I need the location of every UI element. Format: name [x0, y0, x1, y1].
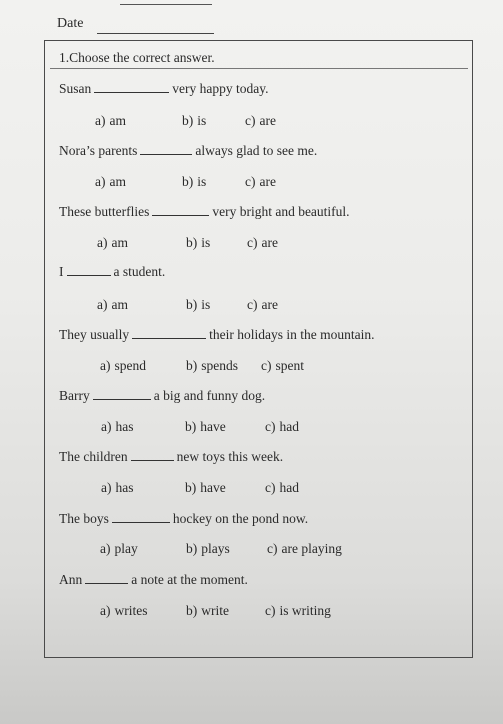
- option-a[interactable]: [95, 174, 126, 190]
- question-ending: hockey on the pond now.: [172, 511, 309, 526]
- option-letter: c): [267, 541, 278, 556]
- question-5: [59, 327, 374, 343]
- option-a[interactable]: [95, 113, 126, 129]
- question-stem: Ann: [59, 572, 83, 587]
- option-letter: c): [247, 235, 258, 250]
- answer-blank[interactable]: [94, 81, 169, 93]
- question-stem: I: [59, 264, 64, 279]
- question-9: [59, 572, 248, 588]
- option-text: spends: [201, 358, 238, 373]
- option-a[interactable]: [100, 358, 146, 374]
- option-c[interactable]: [245, 113, 276, 129]
- question-ending: a student.: [113, 264, 166, 279]
- question-4: [59, 264, 165, 280]
- option-letter: a): [97, 235, 108, 250]
- question-stem: Barry: [59, 388, 90, 403]
- option-letter: a): [95, 113, 106, 128]
- date-field[interactable]: [97, 33, 214, 34]
- option-letter: a): [101, 419, 112, 434]
- option-c[interactable]: [265, 419, 299, 435]
- option-a[interactable]: [100, 603, 148, 619]
- option-text: writes: [114, 603, 148, 618]
- exercise-title: 1.Choose the correct answer.: [59, 50, 215, 65]
- question-stem: The children: [59, 449, 128, 464]
- option-letter: c): [265, 603, 276, 618]
- option-b[interactable]: [186, 297, 210, 313]
- question-3: [59, 204, 350, 220]
- option-text: am: [109, 113, 126, 128]
- option-b[interactable]: [186, 235, 210, 251]
- question-stem: Nora’s parents: [59, 143, 138, 158]
- option-a[interactable]: [97, 235, 128, 251]
- question-ending: always glad to see me.: [195, 143, 318, 158]
- option-c[interactable]: [247, 235, 278, 251]
- option-letter: b): [182, 174, 194, 189]
- question-stem: They usually: [59, 327, 130, 342]
- option-b[interactable]: [186, 603, 229, 619]
- question-ending: their holidays in the mountain.: [209, 327, 375, 342]
- question-7: [59, 449, 283, 465]
- option-text: is: [201, 297, 211, 312]
- date-label: Date: [57, 16, 84, 31]
- option-letter: c): [245, 174, 256, 189]
- option-c[interactable]: [267, 541, 342, 557]
- option-letter: b): [182, 113, 194, 128]
- option-a[interactable]: [101, 419, 134, 435]
- option-letter: b): [185, 480, 197, 495]
- option-c[interactable]: [265, 603, 331, 619]
- answer-blank[interactable]: [132, 327, 206, 339]
- question-1: [59, 81, 269, 97]
- option-letter: b): [186, 541, 198, 556]
- option-text: are: [259, 174, 276, 189]
- option-text: has: [115, 480, 134, 495]
- answer-blank[interactable]: [112, 511, 170, 523]
- answer-blank[interactable]: [140, 143, 192, 155]
- option-c[interactable]: [247, 297, 278, 313]
- question-ending: very happy today.: [172, 81, 269, 96]
- option-b[interactable]: [182, 113, 206, 129]
- option-a[interactable]: [100, 541, 138, 557]
- question-ending: a note at the moment.: [131, 572, 248, 587]
- option-text: is writing: [279, 603, 331, 618]
- answer-blank[interactable]: [131, 449, 174, 461]
- option-text: are playing: [281, 541, 342, 556]
- option-text: write: [201, 603, 229, 618]
- question-ending: new toys this week.: [176, 449, 284, 464]
- option-a[interactable]: [97, 297, 128, 313]
- option-b[interactable]: [182, 174, 206, 190]
- option-b[interactable]: [185, 480, 226, 496]
- option-letter: c): [265, 419, 276, 434]
- option-text: am: [109, 174, 126, 189]
- option-text: have: [200, 480, 226, 495]
- answer-blank[interactable]: [67, 264, 111, 276]
- option-text: are: [261, 235, 278, 250]
- answer-blank[interactable]: [85, 572, 128, 584]
- question-stem: These butterflies: [59, 204, 150, 219]
- question-6: [59, 388, 265, 404]
- option-letter: a): [100, 541, 111, 556]
- option-letter: c): [247, 297, 258, 312]
- option-text: has: [115, 419, 134, 434]
- exercise-frame: [44, 40, 473, 658]
- option-letter: c): [265, 480, 276, 495]
- option-text: is: [197, 174, 207, 189]
- option-text: are: [261, 297, 278, 312]
- option-text: spent: [275, 358, 304, 373]
- title-divider: [50, 68, 468, 69]
- option-letter: a): [97, 297, 108, 312]
- option-letter: a): [95, 174, 106, 189]
- option-text: spend: [114, 358, 146, 373]
- option-b[interactable]: [186, 541, 230, 557]
- option-text: had: [279, 480, 299, 495]
- option-text: have: [200, 419, 226, 434]
- option-letter: b): [186, 297, 198, 312]
- question-2: [59, 143, 317, 159]
- option-letter: a): [100, 358, 111, 373]
- option-letter: b): [186, 358, 198, 373]
- question-ending: very bright and beautiful.: [212, 204, 350, 219]
- option-letter: c): [245, 113, 256, 128]
- option-letter: b): [186, 603, 198, 618]
- option-c[interactable]: [245, 174, 276, 190]
- top-rule: [120, 4, 212, 5]
- answer-blank[interactable]: [93, 388, 151, 400]
- option-letter: a): [100, 603, 111, 618]
- question-stem: Susan: [59, 81, 92, 96]
- question-stem: The boys: [59, 511, 109, 526]
- option-letter: b): [186, 235, 198, 250]
- option-text: am: [111, 235, 128, 250]
- option-letter: a): [101, 480, 112, 495]
- option-text: play: [114, 541, 138, 556]
- option-text: is: [201, 235, 211, 250]
- option-c[interactable]: [265, 480, 299, 496]
- option-text: are: [259, 113, 276, 128]
- option-text: am: [111, 297, 128, 312]
- option-text: had: [279, 419, 299, 434]
- option-text: plays: [201, 541, 230, 556]
- option-b[interactable]: [185, 419, 226, 435]
- option-text: is: [197, 113, 207, 128]
- option-c[interactable]: [261, 358, 304, 374]
- option-b[interactable]: [186, 358, 238, 374]
- answer-blank[interactable]: [152, 204, 209, 216]
- question-8: [59, 511, 308, 527]
- option-letter: c): [261, 358, 272, 373]
- option-a[interactable]: [101, 480, 134, 496]
- option-letter: b): [185, 419, 197, 434]
- question-ending: a big and funny dog.: [153, 388, 266, 403]
